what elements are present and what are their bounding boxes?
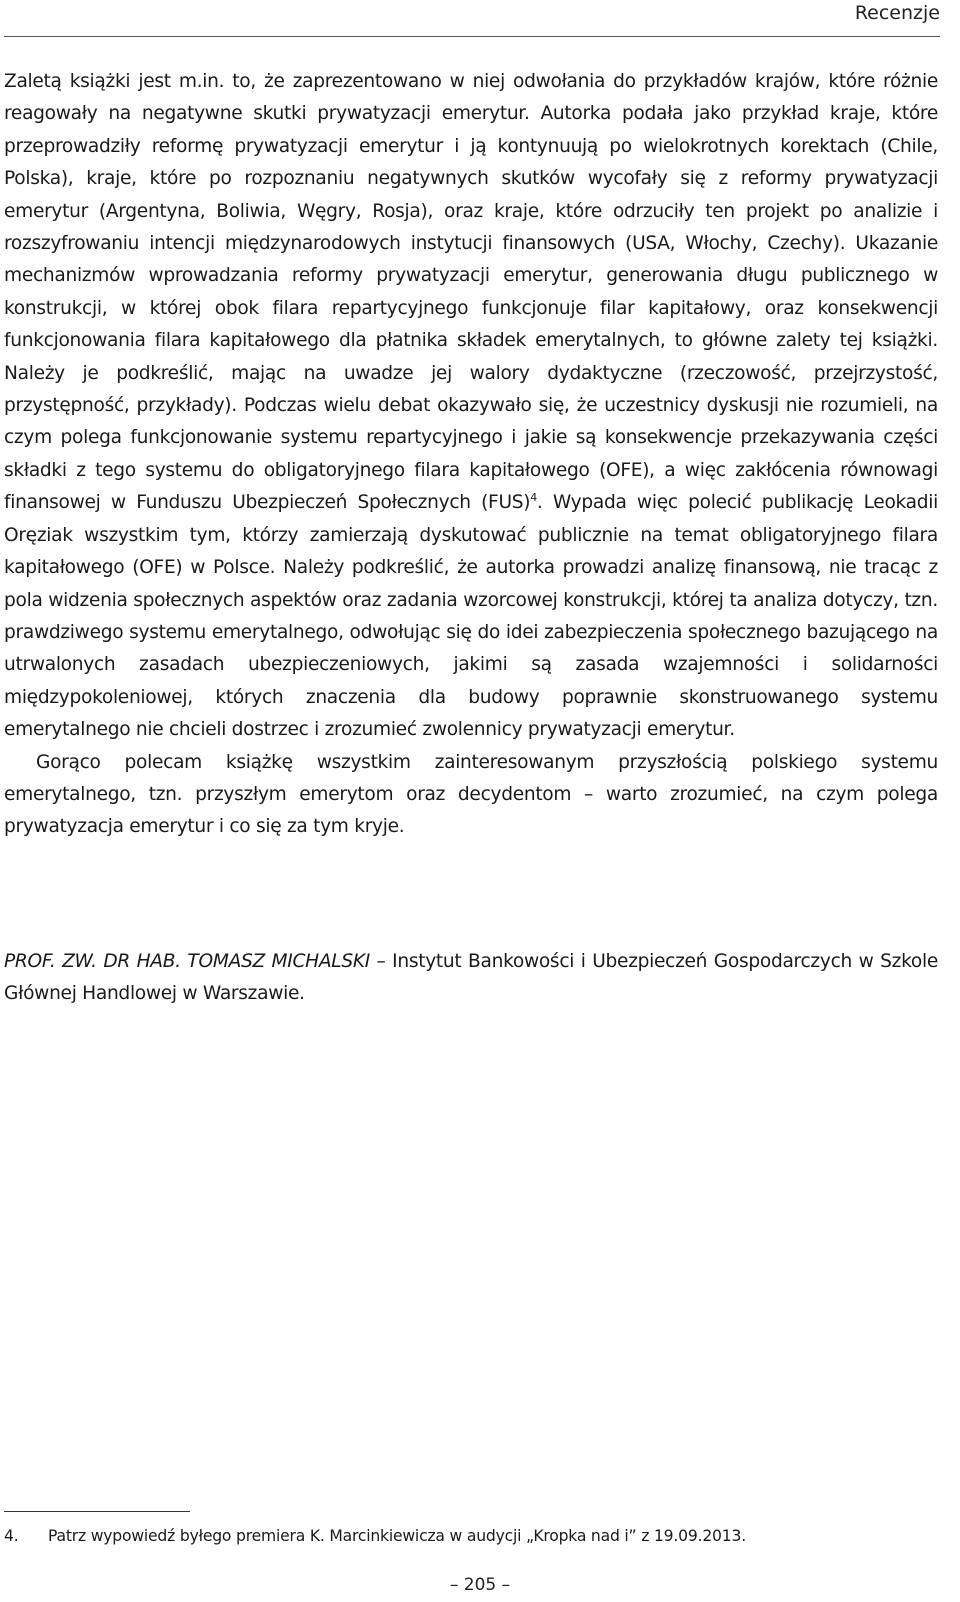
footnote-text: Patrz wypowiedź byłego premiera K. Marcinkiewicza w audycji „Kropka nad i” z 19.09.2013. [48,1527,746,1545]
paragraph-1 [4,66,938,747]
reviewer-signature [4,946,938,1011]
reviewer-affiliation: – Instytut Bankowości i Ubezpieczeń Gospodarczych w Szkole Głównej Handlowej w Warszawie. [4,951,939,1005]
running-header: Recenzje [854,2,940,24]
reviewer-name: PROF. ZW. DR HAB. TOMASZ MICHALSKI [4,951,370,972]
footnote [4,1525,938,1547]
footnote-number: 4. [4,1527,19,1545]
footnote-reference[interactable]: 4 [530,491,537,505]
main-text [4,66,938,844]
paragraph-1-text-b: . Wypada więc polecić publikację Leokadii Oręziak wszystkim tym, którzy zamierzają dyskutować publicznie na temat obligatoryjnego filara kapitałowego (OFE) w Polsce. Należy podkreślić, że autorka prowadzi analizę finansową, nie tracąc z pola widzenia społecznych aspektów oraz zadania wzorcowej konstrukcji, której ta analiza dotyczy, tzn. prawdziwego systemu emerytalnego, odwołując się do idei zabezpieczenia społecznego bazującego na utrwalonych zasadach ubezpieczeniowych, jakimi są zasada wzajemności i solidarności międzypokoleniowej, których znaczenia dla budowy poprawnie skonstruowanego systemu emerytalnego nie chcieli dostrzec i zrozumieć zwolennicy prywatyzacji emerytur. [4,492,938,741]
page-number: – 205 – [449,1575,511,1595]
header-divider [4,36,940,37]
paragraph-2: Gorąco polecam książkę wszystkim zainteresowanym przyszłością polskiego systemu emerytalnego, tzn. przyszłym emerytom oraz decydentom – warto zrozumieć, na czym polega prywatyzacja emerytur i co się za tym kryje. [4,751,938,838]
footnote-divider [4,1511,190,1512]
paragraph-1-text-a: Zaletą książki jest m.in. to, że zaprezentowano w niej odwołania do przykładów krajów, które różnie reagowały na negatywne skutki prywatyzacji emerytur. Autorka podała jako przykład kraje, które przeprowadziły reformę prywatyzacji emerytur i ją kontynuują po wielokrotnych korektach (Chile, Polska), kraje, które po rozpoznaniu negatywnych skutków wycofały się z reformy prywatyzacji emerytur (Argentyna, Boliwia, Węgry, Rosja), oraz kraje, które odrzuciły ten projekt po analizie i rozszyfrowaniu intencji międzynarodowych instytucji finansowych (USA, Włochy, Czechy). Ukazanie mechanizmów wprowadzania reformy prywatyzacji emerytur, generowania długu publicznego w konstrukcji, w której obok filara repartycyjnego funkcjonuje filar kapitałowy, oraz konsekwencji funkcjonowania filara kapitałowego dla płatnika składek emerytalnych, to główne zalety tej książki. Należy je podkreślić, mając na uwadze jej walory dydaktyczne (rzeczowość, przejrzystość, przystępność, przykłady). Podczas wielu debat okazywało się, że uczestnicy dyskusji nie rozumieli, na czym polega funkcjonowanie systemu repartycyjnego i jakie są konsekwencje przekazywania części składki z tego systemu do obligatoryjnego filara kapitałowego (OFE), a więc zakłócenia równowagi finansowej w Funduszu Ubezpieczeń Społecznych (FUS) [4,71,938,514]
